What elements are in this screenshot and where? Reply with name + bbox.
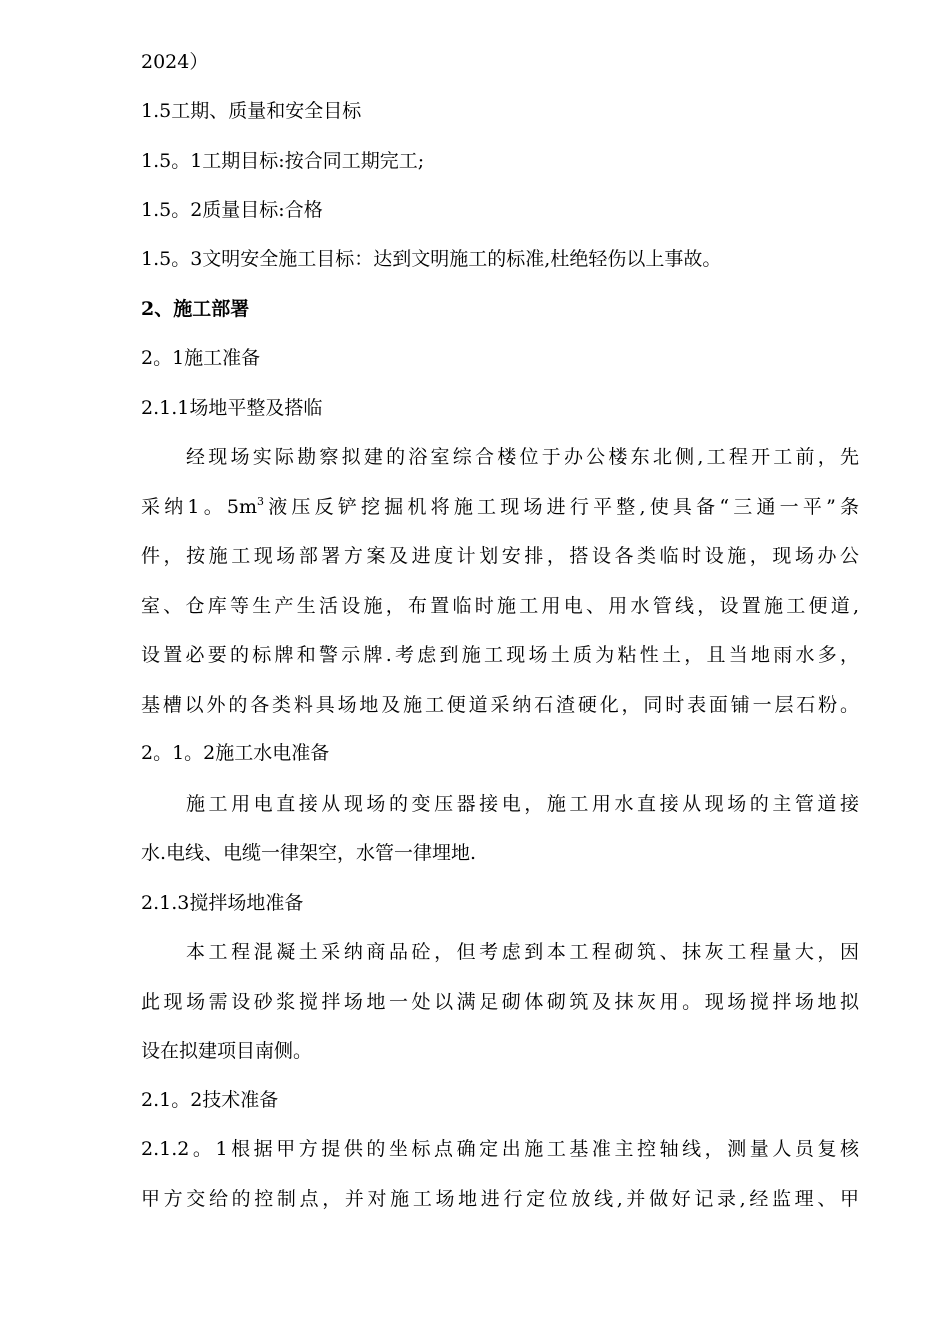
paragraph-line: 室、仓库等生产生活设施，布置临时施工用电、用水管线，设置施工便道, bbox=[141, 595, 859, 617]
paragraph-line-part: 采纳1。5m bbox=[141, 496, 258, 518]
section-heading: 2.1。2技术准备 bbox=[141, 1089, 279, 1111]
paragraph-line: 经现场实际勘察拟建的浴室综合楼位于办公楼东北侧,工程开工前，先 bbox=[186, 446, 859, 468]
paragraph-line: 甲方交给的控制点，并对施工场地进行定位放线,并做好记录,经监理、甲 bbox=[141, 1188, 859, 1210]
section-heading: 2。1施工准备 bbox=[141, 347, 261, 369]
paragraph-line: 设在拟建项目南侧。 bbox=[141, 1040, 313, 1062]
paragraph-line: 此现场需设砂浆搅拌场地一处以满足砌体砌筑及抹灰用。现场搅拌场地拟 bbox=[141, 991, 859, 1013]
paragraph-line-part: 液压反铲挖掘机将施工现场进行平整,使具备“三通一平”条 bbox=[264, 496, 859, 518]
paragraph-line: 设置必要的标牌和警示牌.考虑到施工现场土质为粘性土，且当地雨水多， bbox=[141, 644, 859, 666]
text-line: 1.5。1工期目标:按合同工期完工; bbox=[141, 150, 425, 172]
text-line: 2024） bbox=[141, 51, 209, 73]
paragraph-line: 2.1.2。1根据甲方提供的坐标点确定出施工基准主控轴线，测量人员复核 bbox=[141, 1138, 859, 1160]
paragraph-line: 水.电线、电缆一律架空，水管一律埋地. bbox=[141, 842, 477, 864]
paragraph-line: 本工程混凝土采纳商品砼，但考虑到本工程砌筑、抹灰工程量大，因 bbox=[186, 941, 859, 963]
chapter-heading: 2、施工部署 bbox=[141, 298, 250, 320]
paragraph-line bbox=[141, 495, 859, 519]
subsection-heading: 2.1.1场地平整及搭临 bbox=[141, 397, 323, 419]
subsection-heading: 2。1。2施工水电准备 bbox=[141, 742, 330, 764]
text-line: 1.5。2质量目标:合格 bbox=[141, 199, 323, 221]
paragraph-line: 施工用电直接从现场的变压器接电，施工用水直接从现场的主管道接 bbox=[186, 793, 859, 815]
paragraph-line: 件，按施工现场部署方案及进度计划安排，搭设各类临时设施，现场办公 bbox=[141, 545, 859, 567]
paragraph-line: 基槽以外的各类料具场地及施工便道采纳石渣硬化，同时表面铺一层石粉。 bbox=[141, 694, 859, 716]
superscript: 3 bbox=[257, 495, 265, 508]
subsection-heading: 2.1.3搅拌场地准备 bbox=[141, 892, 304, 914]
text-line: 1.5。3文明安全施工目标：达到文明施工的标准,杜绝轻伤以上事故。 bbox=[141, 248, 722, 270]
section-heading: 1.5工期、质量和安全目标 bbox=[141, 100, 362, 122]
